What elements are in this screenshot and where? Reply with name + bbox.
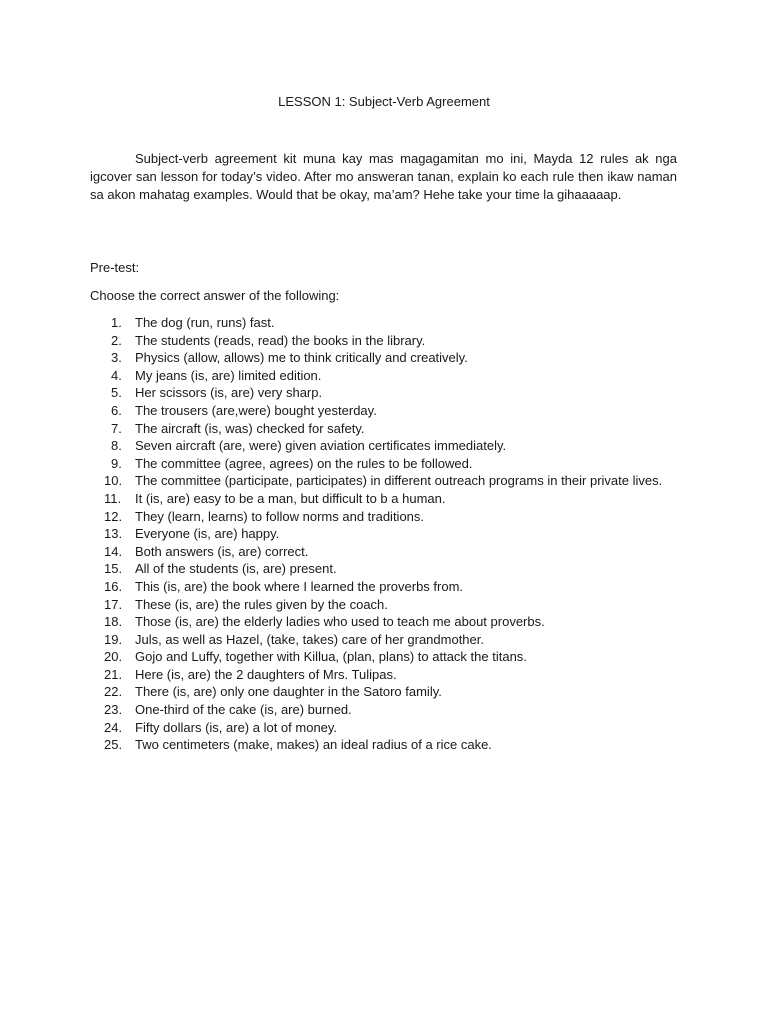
question-text: Everyone (is, are) happy. [135,526,280,542]
question-text: There (is, are) only one daughter in the Satoro family. [135,684,442,700]
question-text: My jeans (is, are) limited edition. [135,367,322,383]
question-item [90,525,677,543]
question-number: 15. [104,561,123,577]
question-number: 7. [111,420,122,436]
question-item [90,402,677,420]
question-number: 2. [111,332,122,348]
question-text: Her scissors (is, are) very sharp. [135,385,323,401]
question-text: Physics (allow, allows) me to think critically and creatively. [135,350,468,366]
question-item [90,736,677,754]
question-item [90,367,677,385]
question-text: One-third of the cake (is, are) burned. [135,702,352,718]
question-number: 13. [104,526,123,542]
question-item [90,560,677,578]
question-item [90,613,677,631]
question-text: The students (reads, read) the books in the library. [135,332,426,348]
question-item [90,472,677,490]
pretest-label: Pre-test: [90,260,140,275]
question-text: These (is, are) the rules given by the coach. [135,596,388,612]
question-number: 5. [111,385,122,401]
question-number: 23. [104,702,123,718]
question-number: 6. [111,402,122,418]
question-number: 4. [111,367,122,383]
question-text: Seven aircraft (are, were) given aviation certificates immediately. [135,438,507,454]
question-number: 8. [111,438,122,454]
question-item [90,508,677,526]
question-number: 25. [104,737,123,753]
question-item [90,455,677,473]
question-number: 3. [111,350,122,366]
question-item [90,332,677,350]
question-number: 12. [104,508,123,524]
question-text: The aircraft (is, was) checked for safety. [135,420,365,436]
question-item [90,631,677,649]
question-item [90,490,677,508]
question-item [90,349,677,367]
question-text: The committee (participate, participates) in different outreach programs in their private lives. [135,473,663,489]
question-item [90,701,677,719]
question-text: Both answers (is, are) correct. [135,543,309,559]
question-item [90,314,677,332]
question-number: 1. [111,315,122,330]
question-item [90,719,677,737]
question-number: 17. [104,596,123,612]
question-text: They (learn, learns) to follow norms and traditions. [135,508,425,524]
instruction-text: Choose the correct answer of the following: [90,288,340,303]
question-item [90,578,677,596]
question-item [90,666,677,684]
question-item [90,543,677,561]
question-text: Two centimeters (make, makes) an ideal radius of a rice cake. [135,737,492,753]
question-text: This (is, are) the book where I learned the proverbs from. [135,578,464,594]
question-number: 20. [104,649,123,665]
question-number: 22. [104,684,123,700]
question-item [90,437,677,455]
question-number: 24. [104,719,123,735]
question-number: 18. [104,614,123,630]
question-number: 19. [104,631,123,647]
question-item [90,648,677,666]
question-number: 11. [104,490,122,506]
question-number: 16. [104,578,123,594]
question-text: The dog (run, runs) fast. [135,315,275,330]
question-text: All of the students (is, are) present. [135,561,337,577]
question-text: Juls, as well as Hazel, (take, takes) care of her grandmother. [135,631,484,647]
question-number: 21. [104,666,123,682]
question-text: Fifty dollars (is, are) a lot of money. [135,719,338,735]
question-item [90,683,677,701]
question-text: Gojo and Luffy, together with Killua, (plan, plans) to attack the titans. [135,649,527,665]
question-list [90,314,677,754]
question-text: The trousers (are,were) bought yesterday. [135,402,377,418]
question-item [90,596,677,614]
question-number: 10. [104,473,123,489]
question-item [90,384,677,402]
intro-paragraph: Subject-verb agreement kit muna kay mas magagamitan mo ini, Mayda 12 rules ak nga igcover san lesson for today’s video. After mo answeran tanan, explain ko each rule then ikaw naman sa akon mahatag examples. Would that be okay, ma’am? Hehe take your time la gihaaaaap. [90,151,677,202]
question-text: The committee (agree, agrees) on the rules to be followed. [135,455,473,471]
question-item [90,420,677,438]
question-number: 9. [111,455,122,471]
question-text: It (is, are) easy to be a man, but difficult to b a human. [135,490,446,506]
question-text: Here (is, are) the 2 daughters of Mrs. Tulipas. [135,666,397,682]
lesson-title: LESSON 1: Subject-Verb Agreement [278,94,490,109]
question-text: Those (is, are) the elderly ladies who used to teach me about proverbs. [135,614,545,630]
question-number: 14. [104,543,123,559]
